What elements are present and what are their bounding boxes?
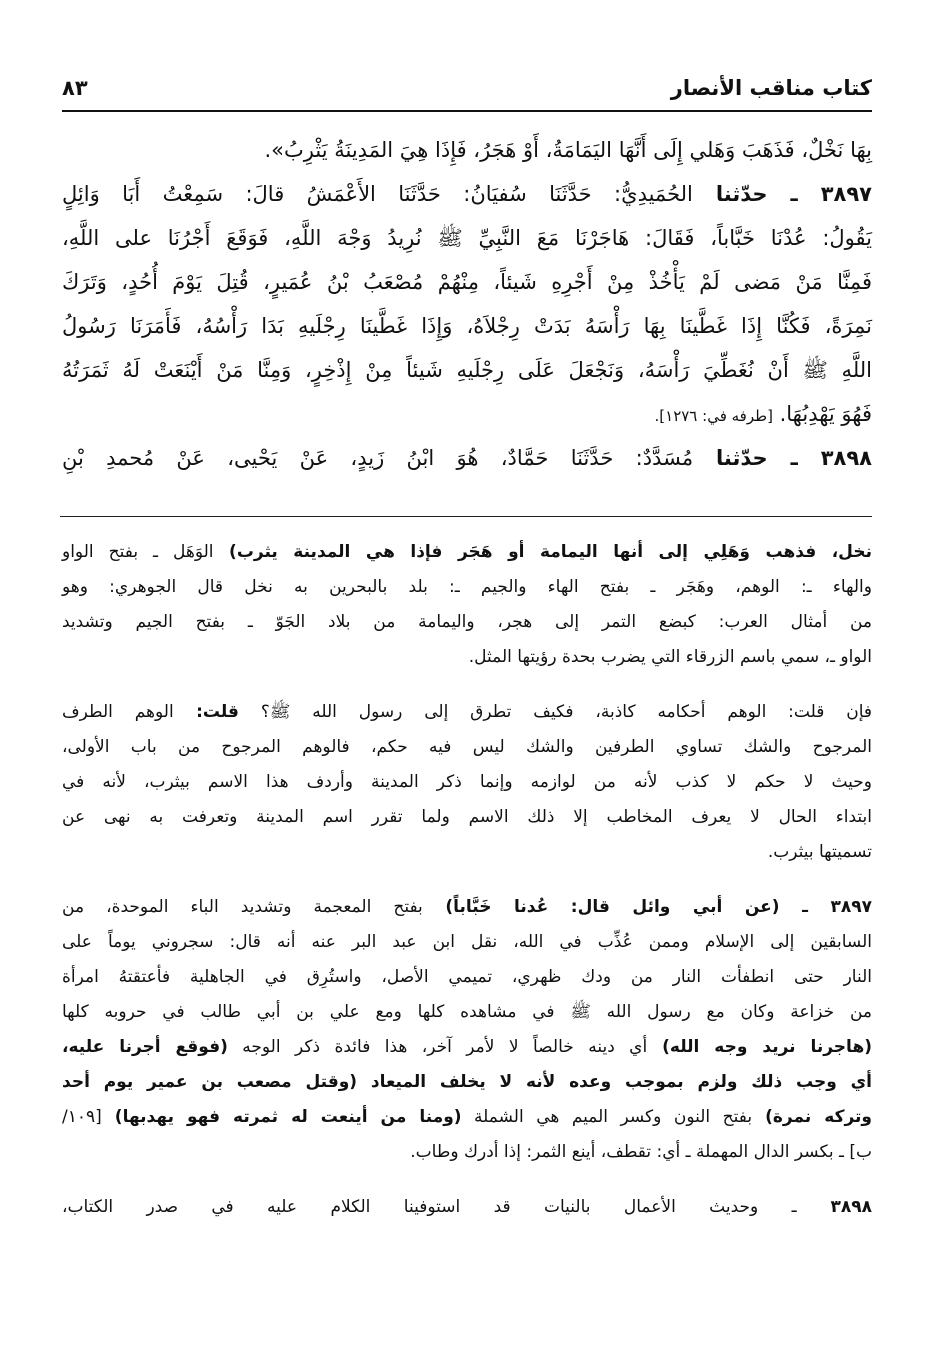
text-segment: الواو ـ، سمي باسم الزرقاء التي يضرب بحدة رؤيتها المثل.: [468, 647, 872, 667]
text-line: [62, 730, 872, 765]
text-segment: تسميتها بيثرب.: [767, 842, 872, 862]
text-segment: النار حتى انطفأت النار من ودك ظهري، تميمي الأصل، واستُرِق في الجاهلية فأعتقتهُ امرأة: [62, 967, 872, 987]
page-number: ٨٣: [62, 76, 88, 100]
commentary-paragraph: [62, 1190, 872, 1225]
text-segment: الوَهَل ـ بفتح الواو: [62, 542, 214, 562]
text-segment: اللَّهِ ﷺ أَنْ نُغَطِّيَ رَأْسَهُ، وَنَجْعَلَ عَلَى رِجْلَيهِ شَيئاً مِنْ إِذْخِرٍ، وَمِنَّا مَنْ أَيْنَعَتْ لَهُ ثَمَرَتُهُ: [62, 358, 872, 382]
text-line: [62, 392, 872, 436]
text-line: [62, 1100, 872, 1135]
text-line: [62, 695, 872, 730]
text-segment: من أمثال العرب: كبضع التمر إلى هجر، واليمامة من بلاد الجَوّ ـ بفتح الجيم وتشديد: [62, 612, 872, 632]
text-line: [62, 890, 872, 925]
text-line: [62, 1135, 872, 1170]
text-line: [62, 436, 872, 480]
bold-text-segment: ٣٨٩٨ ـ حدّثنا: [693, 446, 872, 470]
text-segment: المرجوح والشك تساوي الطرفين والشك ليس فيه حكم، فالوهم المرجوح من باب الأولى،: [62, 737, 872, 757]
text-line: [62, 1065, 872, 1100]
text-line: [62, 348, 872, 392]
bold-text-segment: ٣٨٩٧ ـ (عن أبي وائل قال: عُدنا خَبَّاباً): [422, 897, 872, 917]
text-line: [62, 172, 872, 216]
text-segment: من خزاعة وكان مع رسول الله ﷺ في مشاهده كلها ومع علي بن أبي طالب في حروبه كلها: [62, 1002, 872, 1022]
bold-text-segment: (هاجرنا نريد وجه الله): [647, 1037, 872, 1057]
text-segment: والهاء ـ: الوهم، وهَجَر ـ بفتح الهاء والجيم ـ: بلد بالبحرين به نخل قال الجوهري: وهو: [62, 577, 872, 597]
text-line: [62, 925, 872, 960]
commentary-paragraph: [62, 695, 872, 870]
text-segment: بفتح النون وكسر الميم هي الشملة: [461, 1107, 753, 1127]
text-line: [62, 800, 872, 835]
text-segment: ـ وحديث الأعمال بالنيات قد استوفينا الكلام عليه في صدر الكتاب،: [62, 1197, 797, 1217]
text-segment: يَقُولُ: عُدْنَا خَبَّاباً، فَقَالَ: هَاجَرْنَا مَعَ النَّبِيِّ ﷺ نُرِيدُ وَجْهَ اللَّهِ، فَوَقَعَ أَجْرُنَا على اللَّهِ،: [62, 226, 872, 250]
text-line: [62, 765, 872, 800]
text-line: [62, 260, 872, 304]
text-line: [62, 216, 872, 260]
text-line: [62, 1030, 872, 1065]
bold-text-segment: أي وجب ذلك ولزم بموجب وعده لأنه لا يخلف الميعاد (وقتل مصعب بن عمير يوم أحد: [62, 1072, 872, 1092]
text-line: [62, 605, 872, 640]
bold-text-segment: وتركه نمرة): [752, 1107, 873, 1127]
text-segment: وحيث لا حكم لا كذب لأنه من لوازمه وإنما ذكر المدينة وأردف هذا الاسم بيثرب، لأنه في: [62, 772, 872, 792]
text-line: [62, 570, 872, 605]
bold-text-segment: (فوقع أجرنا عليه،: [62, 1037, 228, 1057]
header-rule: [62, 110, 872, 112]
bold-text-segment: نخل، فذهب وَهَلِي إلى أنها اليمامة أو هَجَر فإذا هي المدينة يثرب): [213, 542, 872, 562]
commentary-paragraph: [62, 535, 872, 675]
text-segment: الحُمَيدِيُّ: حَدَّثَنَا سُفيَانُ: حَدَّثَنَا الأَعْمَشُ قالَ: سَمِعْتُ أَبَا وَائِلٍ: [62, 182, 693, 206]
commentary-paragraph: [62, 890, 872, 1170]
chapter-title: كتاب مناقب الأنصار: [670, 76, 872, 100]
text-segment: السابقين إلى الإسلام وممن عُذِّب في الله، نقل ابن عبد البر عنه أنه قال: سجروني يوماً على: [62, 932, 872, 952]
text-segment: فإن قلت: الوهم أحكامه كاذبة، فكيف تطرق إلى رسول الله ﷺ؟: [238, 702, 873, 722]
text-segment: فَمِنَّا مَنْ مَضى لَمْ يَأْخُذْ مِنْ أَجْرِهِ شَيئاً، مِنْهُمْ مُصْعَبُ بْنُ عُمَيرٍ، قُتِلَ يَوْمَ أُحُدٍ، وَتَرَكَ: [62, 270, 872, 294]
bold-text-segment: ٣٨٩٧ ـ حدّثنا: [692, 182, 873, 206]
text-segment: مُسَدَّدٌ: حَدَّثَنَا حَمَّادٌ، هُوَ ابْنُ زَيدٍ، عَنْ يَحْيى، عَنْ مُحمدِ بْنِ: [62, 446, 694, 470]
text-line: [62, 640, 872, 675]
text-segment: بفتح المعجمة وتشديد الباء الموحدة، من: [62, 897, 423, 917]
text-segment: [طرفه في: ١٢٧٦].: [654, 407, 773, 425]
text-line: [62, 960, 872, 995]
text-line: [62, 304, 872, 348]
text-segment: ابتداء الحال لا يعرف المخاطب إلا ذلك الاسم ولما تقرر اسم المدينة وتعرفت به نهى عن: [62, 807, 872, 827]
bold-text-segment: (ومنا من أينعت له ثمرته فهو يهدبها): [101, 1107, 462, 1127]
text-segment: [١٠٩/: [62, 1107, 102, 1127]
text-segment: بِهَا نَخْلٌ، فَذَهَبَ وَهَلي إِلَى أَنَّهَا اليَمَامَةُ، أَوْ هَجَرُ، فَإِذَا هِيَ المَدِينَةُ يَثْرِبُ».: [264, 138, 872, 162]
text-segment: نَمِرَةً، فَكُنَّا إِذَا غَطَّينَا بِهَا رَأْسَهُ بَدَتْ رِجْلاَهُ، وَإِذَا غَطَّينَا رِجْلَيهِ بَدَا رَأْسُهُ، فَأَمَرَنَا رَسُولُ: [62, 314, 872, 338]
text-line: [62, 835, 872, 870]
running-header: [62, 72, 872, 108]
bold-text-segment: ٣٨٩٨: [796, 1197, 873, 1217]
text-line: [62, 995, 872, 1030]
text-line: [62, 1190, 872, 1225]
footnote-separator: [60, 516, 872, 517]
text-segment: ب] ـ بكسر الدال المهملة ـ أي: تقطف، أينع الثمر: إذا أدرك وطاب.: [410, 1142, 872, 1162]
hadith-text: [62, 128, 872, 480]
text-segment: فَهُوَ يَهْدِبُهَا.: [772, 402, 872, 426]
text-segment: أي دينه خالصاً لا لأمر آخر، هذا فائدة ذكر الوجه: [227, 1037, 648, 1057]
text-segment: الوهم الطرف: [62, 702, 174, 722]
text-line: [62, 128, 872, 172]
text-line: [62, 535, 872, 570]
commentary-text: [62, 535, 872, 1245]
bold-text-segment: قلت:: [173, 702, 239, 722]
